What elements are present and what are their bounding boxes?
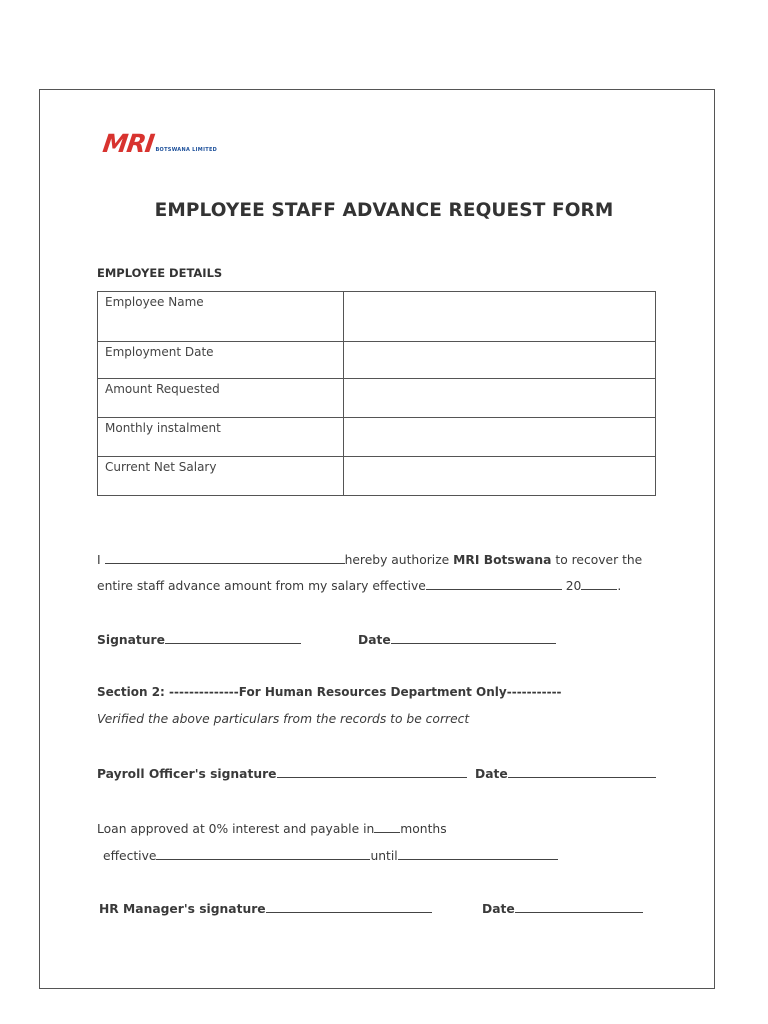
date-label: Date (358, 633, 391, 647)
row-label: Amount Requested (98, 379, 344, 418)
table-row (98, 418, 656, 457)
monthly-instalment-field[interactable] (344, 418, 656, 457)
authorization-prefix: I (97, 553, 101, 567)
hr-date-blank[interactable] (515, 901, 643, 913)
table-row (98, 342, 656, 379)
year-prefix: 20 (565, 579, 582, 593)
employee-details-heading: EMPLOYEE DETAILS (97, 266, 223, 280)
row-label: Monthly instalment (98, 418, 344, 457)
row-label: Current Net Salary (98, 457, 344, 496)
payroll-date-label: Date (475, 767, 508, 781)
until-blank[interactable] (398, 848, 558, 860)
months-blank[interactable] (374, 821, 400, 833)
verified-text: Verified the above particulars from the records to be correct (97, 712, 470, 726)
employee-date-blank[interactable] (391, 632, 556, 644)
months-label: months (400, 822, 447, 836)
row-label: Employment Date (98, 342, 344, 379)
net-salary-field[interactable] (344, 457, 656, 496)
effective-label: effective (103, 849, 157, 863)
section2-heading: Section 2: --------------For Human Resources Department Only----------- (97, 685, 562, 699)
company-name: MRI Botswana (453, 553, 552, 567)
signature-label: Signature (97, 633, 165, 647)
year-blank[interactable] (581, 578, 617, 590)
employee-date-row (358, 632, 556, 647)
effective-date-blank[interactable] (426, 578, 562, 590)
loan-approval-line (97, 821, 447, 836)
authorization-line-2-text: entire staff advance amount from my salary effective (97, 579, 426, 593)
row-label: Employee Name (98, 292, 344, 342)
employee-signature-row (97, 632, 301, 647)
authorization-suffix: to recover the (555, 553, 643, 567)
employee-name-blank[interactable] (105, 552, 345, 564)
authorization-line-1 (97, 552, 642, 567)
employee-name-field[interactable] (344, 292, 656, 342)
table-row (98, 457, 656, 496)
employee-details-table (97, 291, 656, 496)
effective-blank[interactable] (156, 848, 370, 860)
logo-subtitle: BOTSWANA LIMITED (155, 147, 218, 153)
logo-mark: MRI (101, 129, 156, 158)
company-logo (103, 128, 217, 156)
employee-signature-blank[interactable] (165, 632, 301, 644)
authorization-line-2 (97, 578, 621, 593)
payroll-date-blank[interactable] (508, 766, 656, 778)
hr-date-label: Date (482, 902, 515, 916)
hr-signature-label: HR Manager's signature (99, 902, 266, 916)
payroll-signature-row (97, 766, 467, 781)
employment-date-field[interactable] (344, 342, 656, 379)
table-row (98, 379, 656, 418)
amount-requested-field[interactable] (344, 379, 656, 418)
form-title: EMPLOYEE STAFF ADVANCE REQUEST FORM (154, 200, 614, 221)
payroll-signature-label: Payroll Officer's signature (97, 767, 277, 781)
loan-effective-line (103, 848, 558, 863)
payroll-date-row (475, 766, 656, 781)
loan-text: Loan approved at 0% interest and payable in (97, 822, 375, 836)
hr-date-row (482, 901, 643, 916)
authorization-middle: hereby authorize (344, 553, 450, 567)
hr-signature-blank[interactable] (266, 901, 432, 913)
hr-signature-row (99, 901, 432, 916)
payroll-signature-blank[interactable] (277, 766, 467, 778)
table-row (98, 292, 656, 342)
until-label: until (370, 849, 398, 863)
sentence-end: . (617, 579, 622, 593)
